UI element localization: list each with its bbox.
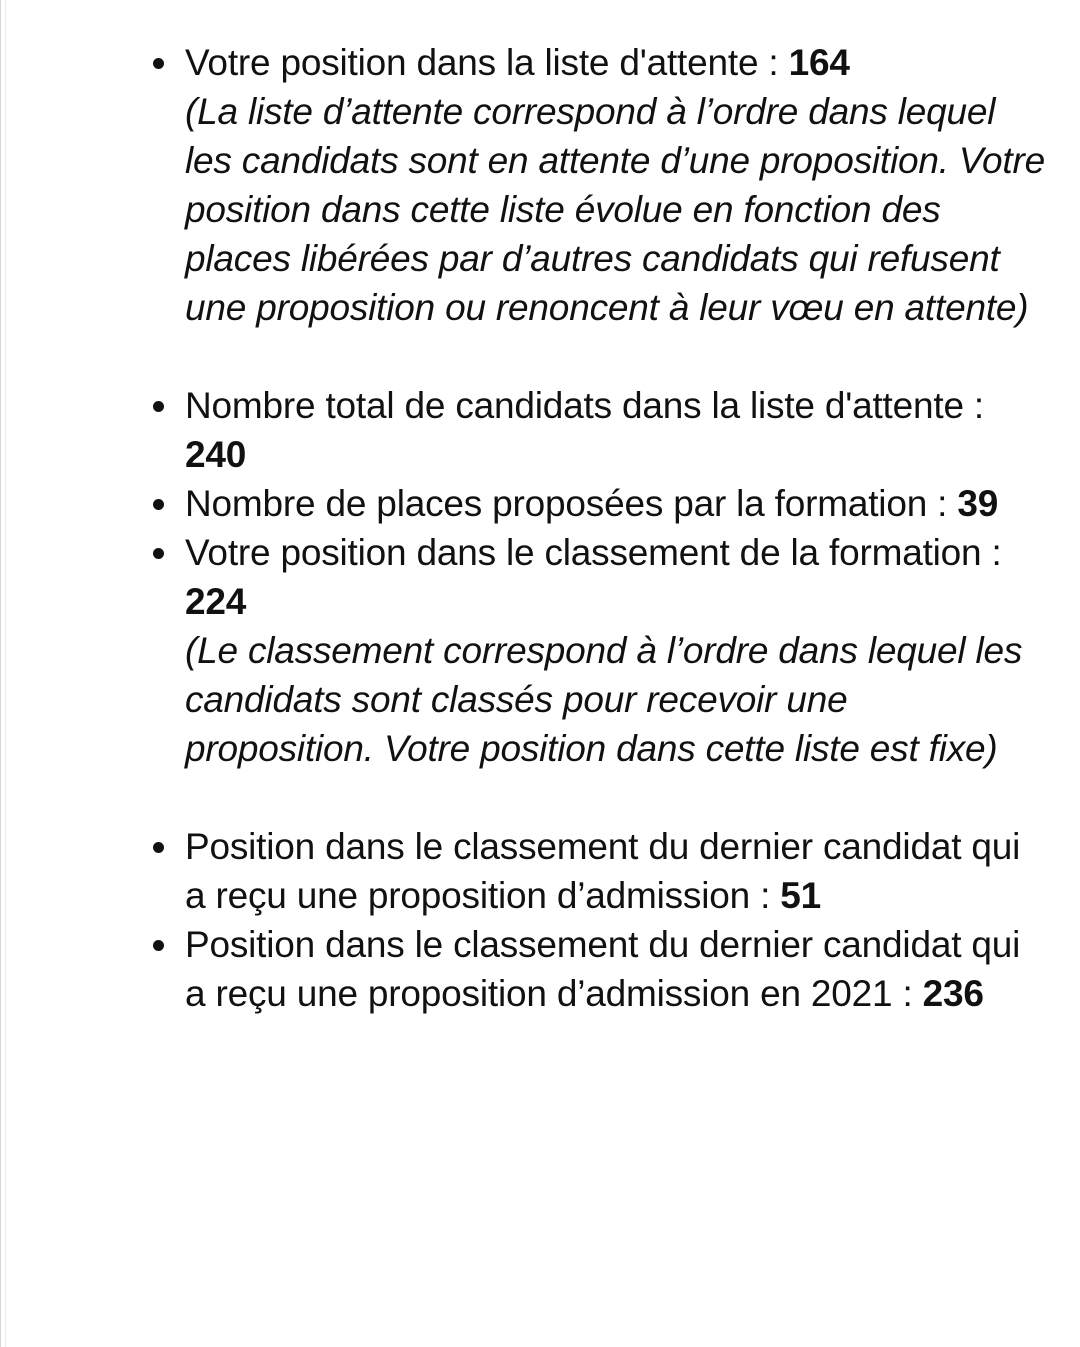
list-item-places-offered xyxy=(185,479,1045,528)
item-label: Position dans le classement du dernier candidat qui a reçu une proposition d’admission en 2021 : xyxy=(185,924,1021,1014)
item-value: 164 xyxy=(788,42,850,83)
item-note: (Le classement correspond à l’ordre dans lequel les candidats sont classés pour recevoir une proposition. Votre position dans cette liste est fixe) xyxy=(185,630,1023,769)
bullet-icon xyxy=(153,499,164,510)
list-item-waitlist-position xyxy=(185,38,1045,332)
info-list xyxy=(185,38,1045,1018)
left-border xyxy=(0,0,6,1347)
spacer xyxy=(185,332,1045,381)
list-item-last-admitted xyxy=(185,822,1045,920)
admission-info xyxy=(185,38,1045,1018)
bullet-icon xyxy=(153,940,164,951)
item-value: 236 xyxy=(922,973,984,1014)
list-item-last-admitted-2021 xyxy=(185,920,1045,1018)
item-value: 39 xyxy=(957,483,999,524)
bullet-icon xyxy=(153,401,164,412)
item-label: Votre position dans le classement de la formation : xyxy=(185,532,1002,573)
bullet-icon xyxy=(153,58,164,69)
bullet-icon xyxy=(153,548,164,559)
item-label: Position dans le classement du dernier candidat qui a reçu une proposition d’admission : xyxy=(185,826,1021,916)
item-note: (La liste d’attente correspond à l’ordre dans lequel les candidats sont en attente d’une proposition. Votre position dans cette liste évolue en fonction des places libérées par d’autres candidats qui refusent une proposition ou renoncent à leur vœu en attente) xyxy=(185,91,1045,328)
bullet-icon xyxy=(153,842,164,853)
item-value: 224 xyxy=(185,581,247,622)
item-label: Nombre total de candidats dans la liste d'attente : xyxy=(185,385,985,426)
item-value: 51 xyxy=(780,875,821,916)
item-value: 240 xyxy=(185,434,247,475)
list-item-waitlist-total xyxy=(185,381,1045,479)
spacer xyxy=(185,773,1045,822)
item-label: Votre position dans la liste d'attente : xyxy=(185,42,789,83)
list-item-ranking-position xyxy=(185,528,1045,773)
item-label: Nombre de places proposées par la formation : xyxy=(185,483,958,524)
